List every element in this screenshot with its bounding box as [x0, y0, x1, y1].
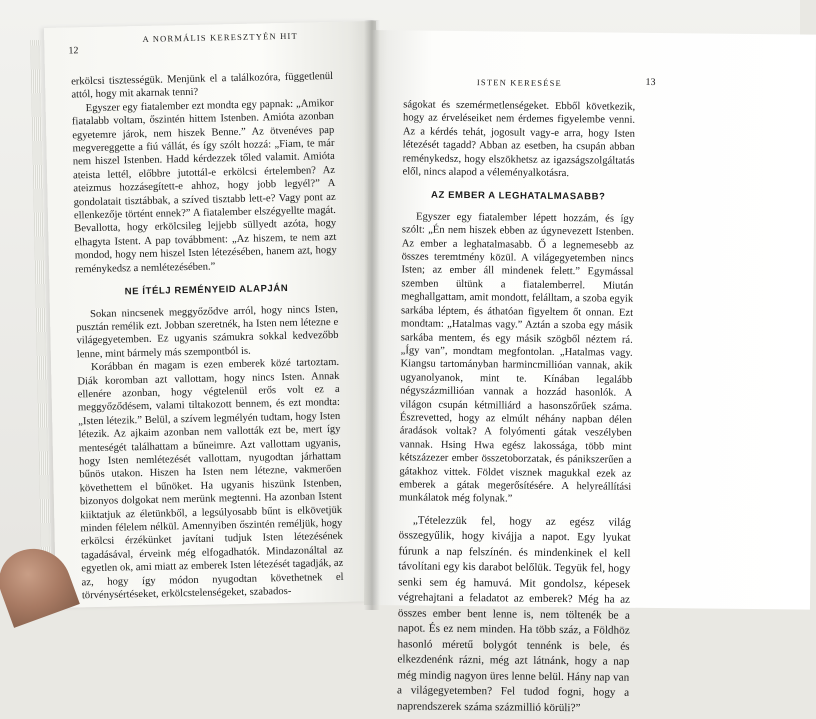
left-paragraph-4: Korábban én magam is ezen emberek közé tartoztam. Diák koromban azt vallottam, hogy nincs Isten. Annak ellenére azonban, hogy végtelenül erős volt ez a meggyőződésem, valami tiltakozott bennem, és ezt mondta: „Isten létezik.” Belül, a szívem legmélyén tudtam, hogy Isten létezik. Az ajkaim azonban nem vallották ezt be, mert így menteségét találhattam a bűneimre. Azt vallottam ugyanis, hogy Isten nemlétezését vallottam, nyugodtan járhattam bűnös utakon. Hiszen ha Isten nem létezne, vakmerően követhettem el bűnöket. Ha ugyanis hiszünk Istenben, bizonyos dolgokat nem merünk megtenni. Ha azonban Istent kiiktatjuk az életünkből, a legsúlyosabb bűnt is elkövetjük minden félelem nélkül. Amennyiben őszintén reméljük, hogy erkölcsi érzékünket javítani tudjuk Isten létezésének tagadásával, érveink még elfogadhatók. Mindazonáltal az egyetlen ok, ami miatt az emberek Isten létezését tagadják, az az, hogy így módon nyugodtan követhetnek el törvénysértéseket, erkölcstelenségeket, szabados-: [77, 357, 344, 602]
left-page-number: 12: [68, 45, 79, 57]
right-quote-paragraph: „Tételezzük fel, hogy az egész világ összegyűlik, hogy kivájja a napot. Egy lyukat fúrunk a nap felszínén. és mindenkinek el kell távolítani egy kis darabot belőlük. Tegyük fel, hogy senki sem ég hamuvá. Mit gondolsz, képesek végrehajtani a feladatot az emberek? Még ha az összes ember bent lenne is, nem töltenék be a napot. És ez nem minden. Ha több száz, a Földhöz hasonló méretű bolygót tennénk is bele, és elkezdenénk rázni, még azt látnánk, hogy a nap még mindig nagyon üres lenne belül. Hány nap van a világegyetemben? Fel tudod fogni, hogy a naprendszerek száma százmillió körüli?”: [396, 514, 631, 715]
right-page-number: 13: [645, 76, 656, 88]
right-page: [364, 30, 816, 715]
left-page-text: [71, 70, 344, 603]
right-paragraph-2: Egyszer egy fiatalember lépett hozzám, és így szólt: „Én nem hiszek ebben az úgynevezett Istenben. Az ember a leghatalmasabb. Ő a legnemesebb az összes teremtmény közül. A világegyetemben nincs Isten; az ember áll mindenek felett.” Egymással szemben ültünk a fiatalemberrel. Miután meghallgattam, amit mondott, felálltam, a szoba egyik sarkába léptem, és áthatóan figyeltem őt onnan. Ezt mondtam: „Hatalmas vagy.” Aztán a szoba egy másik sarkába mentem, és egy másik szögből néztem rá. „Így van”, mondtam megfontolan. „Hatalmas vagy. Kiangsu tartományban harmincmillióan vannak, akik ugyanolyanok, mint te. Kínában legalább négyszázmillióan vannak a hozzád hasonlók. A világon csupán kétmilliárd a hasonszőrűek száma. Észrevetted, hogy az elmúlt néhány napban délen áradások voltak? A folyómenti gátak veszélyben vannak. Hsing Hwa egész lakossága, több mint kétszázezer ember összetoborzatak, és pánikszerűen a gátakhoz vittek. Földet visznek magukkal ezek az emberek a gátak megerősítésére. A helyreállítási munkálatok még folynak.”: [399, 211, 635, 505]
left-section-heading: NE ÍTÉLJ REMÉNYEID ALAPJÁN: [124, 283, 289, 298]
right-section-heading: AZ EMBER A LEGHATALMASABB?: [430, 190, 606, 203]
right-page-text: [397, 98, 635, 717]
left-page: [44, 21, 388, 608]
left-paragraph-2: Egyszer egy fiatalember ezt mondta egy papnak: „Amikor fiatalabb voltam, őszintén hittem Istenben. Amióta azonban egyetemre járok, nem hiszek Benne.” Az ötvenéves pap megvereggette a fiú vállát, és így szólt hozzá: „Fiam, te már nem hiszel Istenben. Hadd kérdezzek tőled valamit. Amióta ateista lettél, előbbre jutottál-e erkölcsi értelemben? Az ateizmus hozzásegített-e ahhoz, hogy jobb legyél?” A gondolatait tisztábbak, a szíved tisztabb lett-e? Vagy pont az ellenkezője történt ennek?” A fiatalember elszégyellte magát. Bevallotta, hogy erkölcsileg lejjebb süllyedt azóta, hogy elhagyta Istent. A pap továbbment: „Az hiszem, te nem azt mondod, hogy nem hiszel Isten létezésében, hanem azt, hogy reménykedsz a nemlétezésében.”: [71, 97, 337, 276]
left-paragraph-3: Sokan nincsenek meggyőződve arról, hogy nincs Isten, pusztán remélik ezt. Jobban szeretnék, ha Isten nem létezne e világegyetemben. Ez ugyanis számukra sokkal kedvezőbb lenne, mint bármely más szempontból is.: [76, 303, 339, 361]
book-gutter: [364, 20, 380, 610]
left-paragraph-1: erkölcsi tisztességük. Menjünk el a találkozóra, függetlenül attól, hogy mit akarnak tenni?: [71, 70, 334, 101]
right-paragraph-1: ságokat és szemérmetlenségeket. Ebből következik, hogy az érveléseiket nem érdemes figyelembe venni. Az a kérdés tehát, jogosult vagy-e arra, hogy Isten létezését tagadd? Abban az esetben, ha csupán abban reménykedsz, hogy elszökhetsz az igazságszolgáltatás elől, nincs alapod a véleményalkotásra.: [402, 99, 636, 180]
left-page-header: A NORMÁLIS KERESZTYÉN HIT: [142, 30, 299, 44]
right-page-header: ISTEN KERESÉSE: [476, 77, 563, 89]
right-quote-block: [397, 513, 631, 717]
